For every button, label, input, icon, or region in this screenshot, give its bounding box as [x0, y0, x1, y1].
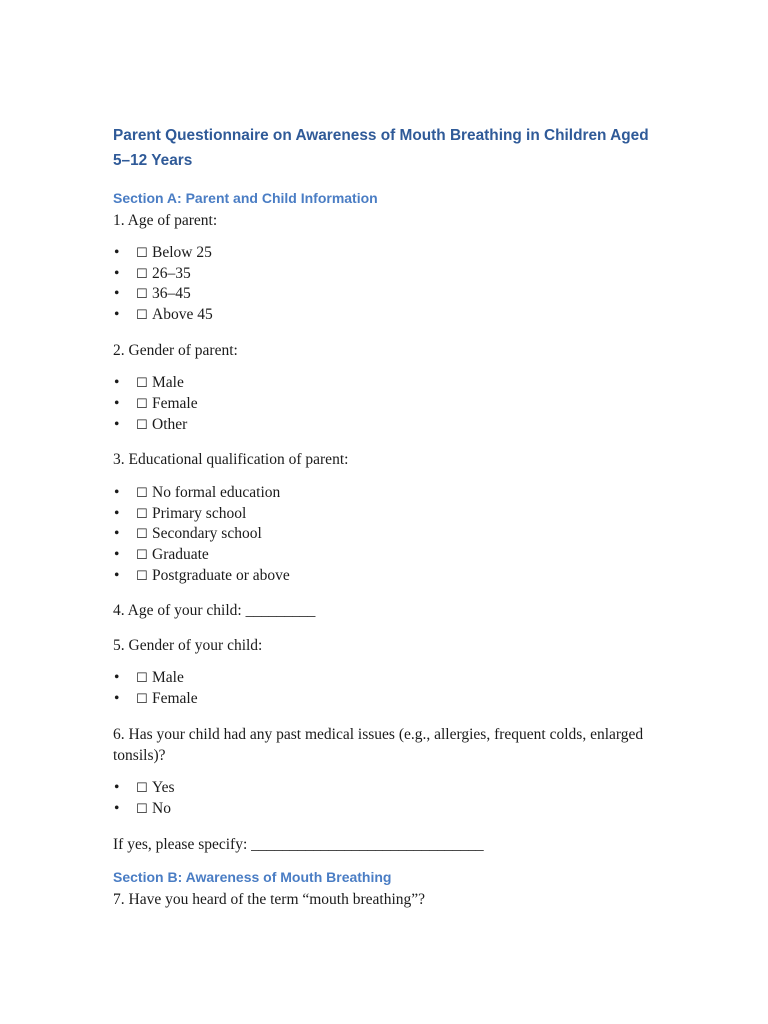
q6-option-no: [113, 799, 658, 820]
option-label: Secondary school: [152, 525, 262, 543]
q1-option-26-35: [113, 264, 658, 285]
bullet-icon: •: [114, 264, 120, 282]
checkbox-icon: ☐: [136, 781, 148, 797]
option-label: No: [152, 799, 171, 817]
bullet-icon: •: [114, 285, 120, 303]
option-label: Male: [152, 374, 184, 392]
option-label: Yes: [152, 779, 175, 797]
q3-option-postgraduate-or-above: [113, 566, 658, 587]
option-label: 36–45: [152, 285, 191, 303]
bullet-icon: •: [114, 504, 120, 522]
option-label: Below 25: [152, 244, 212, 261]
option-label: Male: [152, 669, 184, 687]
bullet-icon: •: [114, 244, 120, 261]
bullet-icon: •: [114, 566, 120, 584]
question-4: 4. Age of your child: _________: [113, 602, 316, 620]
section-a-heading: Section A: Parent and Child Information: [113, 189, 378, 206]
checkbox-icon: ☐: [136, 396, 148, 412]
bullet-icon: •: [114, 779, 120, 797]
question-1: 1. Age of parent:: [113, 211, 218, 229]
option-label: Above 45: [152, 306, 213, 324]
bullet-icon: •: [114, 374, 120, 392]
bullet-icon: •: [114, 483, 120, 501]
question-6-options: [113, 778, 658, 819]
q5-option-male: [113, 668, 658, 689]
bullet-icon: •: [114, 525, 120, 543]
option-label: Graduate: [152, 545, 209, 563]
question-7: 7. Have you heard of the term “mouth breathing”?: [113, 891, 426, 908]
q1-option-above-45: [113, 305, 658, 326]
checkbox-icon: ☐: [136, 801, 148, 817]
q3-option-secondary-school: [113, 524, 658, 545]
document-body: [113, 123, 658, 911]
bullet-icon: •: [114, 669, 120, 687]
option-label: Female: [152, 689, 198, 707]
checkbox-icon: ☐: [136, 691, 148, 707]
document-title: Parent Questionnaire on Awareness of Mouth Breathing in Children Aged 5–12 Years: [113, 126, 649, 169]
q6-option-yes: [113, 778, 658, 799]
checkbox-icon: ☐: [136, 376, 148, 392]
q3-option-no-formal-education: [113, 483, 658, 504]
question-1-options: [113, 243, 658, 326]
bullet-icon: •: [114, 415, 120, 433]
q3-option-primary-school: [113, 504, 658, 525]
q2-option-other: [113, 415, 658, 436]
checkbox-icon: ☐: [136, 568, 148, 584]
question-2-options: [113, 373, 658, 435]
q3-option-graduate: [113, 545, 658, 566]
checkbox-icon: ☐: [136, 527, 148, 543]
q1-option-below-25: [113, 243, 658, 264]
checkbox-icon: ☐: [136, 547, 148, 563]
question-5-options: [113, 668, 658, 709]
question-2: 2. Gender of parent:: [113, 341, 238, 359]
bullet-icon: •: [114, 306, 120, 324]
bullet-icon: •: [114, 799, 120, 817]
q1-option-36-45: [113, 284, 658, 305]
q2-option-male: [113, 373, 658, 394]
option-label: 26–35: [152, 264, 191, 282]
checkbox-icon: ☐: [136, 266, 148, 282]
q5-option-female: [113, 689, 658, 710]
section-b-heading: Section B: Awareness of Mouth Breathing: [113, 869, 392, 885]
question-3: 3. Educational qualification of parent:: [113, 451, 349, 469]
bullet-icon: •: [114, 394, 120, 412]
question-6-followup: If yes, please specify: ______________________________: [113, 835, 484, 853]
q2-option-female: [113, 394, 658, 415]
bullet-icon: •: [114, 689, 120, 707]
bullet-icon: •: [114, 545, 120, 563]
option-label: Postgraduate or above: [152, 566, 290, 584]
checkbox-icon: ☐: [136, 671, 148, 687]
option-label: No formal education: [152, 483, 281, 501]
question-5: 5. Gender of your child:: [113, 636, 263, 654]
question-3-options: [113, 483, 658, 586]
checkbox-icon: ☐: [136, 308, 148, 324]
question-6: 6. Has your child had any past medical issues (e.g., allergies, frequent colds, enlarged tonsils)?: [113, 725, 644, 764]
checkbox-icon: ☐: [136, 485, 148, 501]
checkbox-icon: ☐: [136, 246, 148, 261]
option-label: Primary school: [152, 504, 247, 522]
option-label: Other: [152, 415, 188, 433]
checkbox-icon: ☐: [136, 417, 148, 433]
checkbox-icon: ☐: [136, 506, 148, 522]
option-label: Female: [152, 394, 198, 412]
checkbox-icon: ☐: [136, 287, 148, 303]
